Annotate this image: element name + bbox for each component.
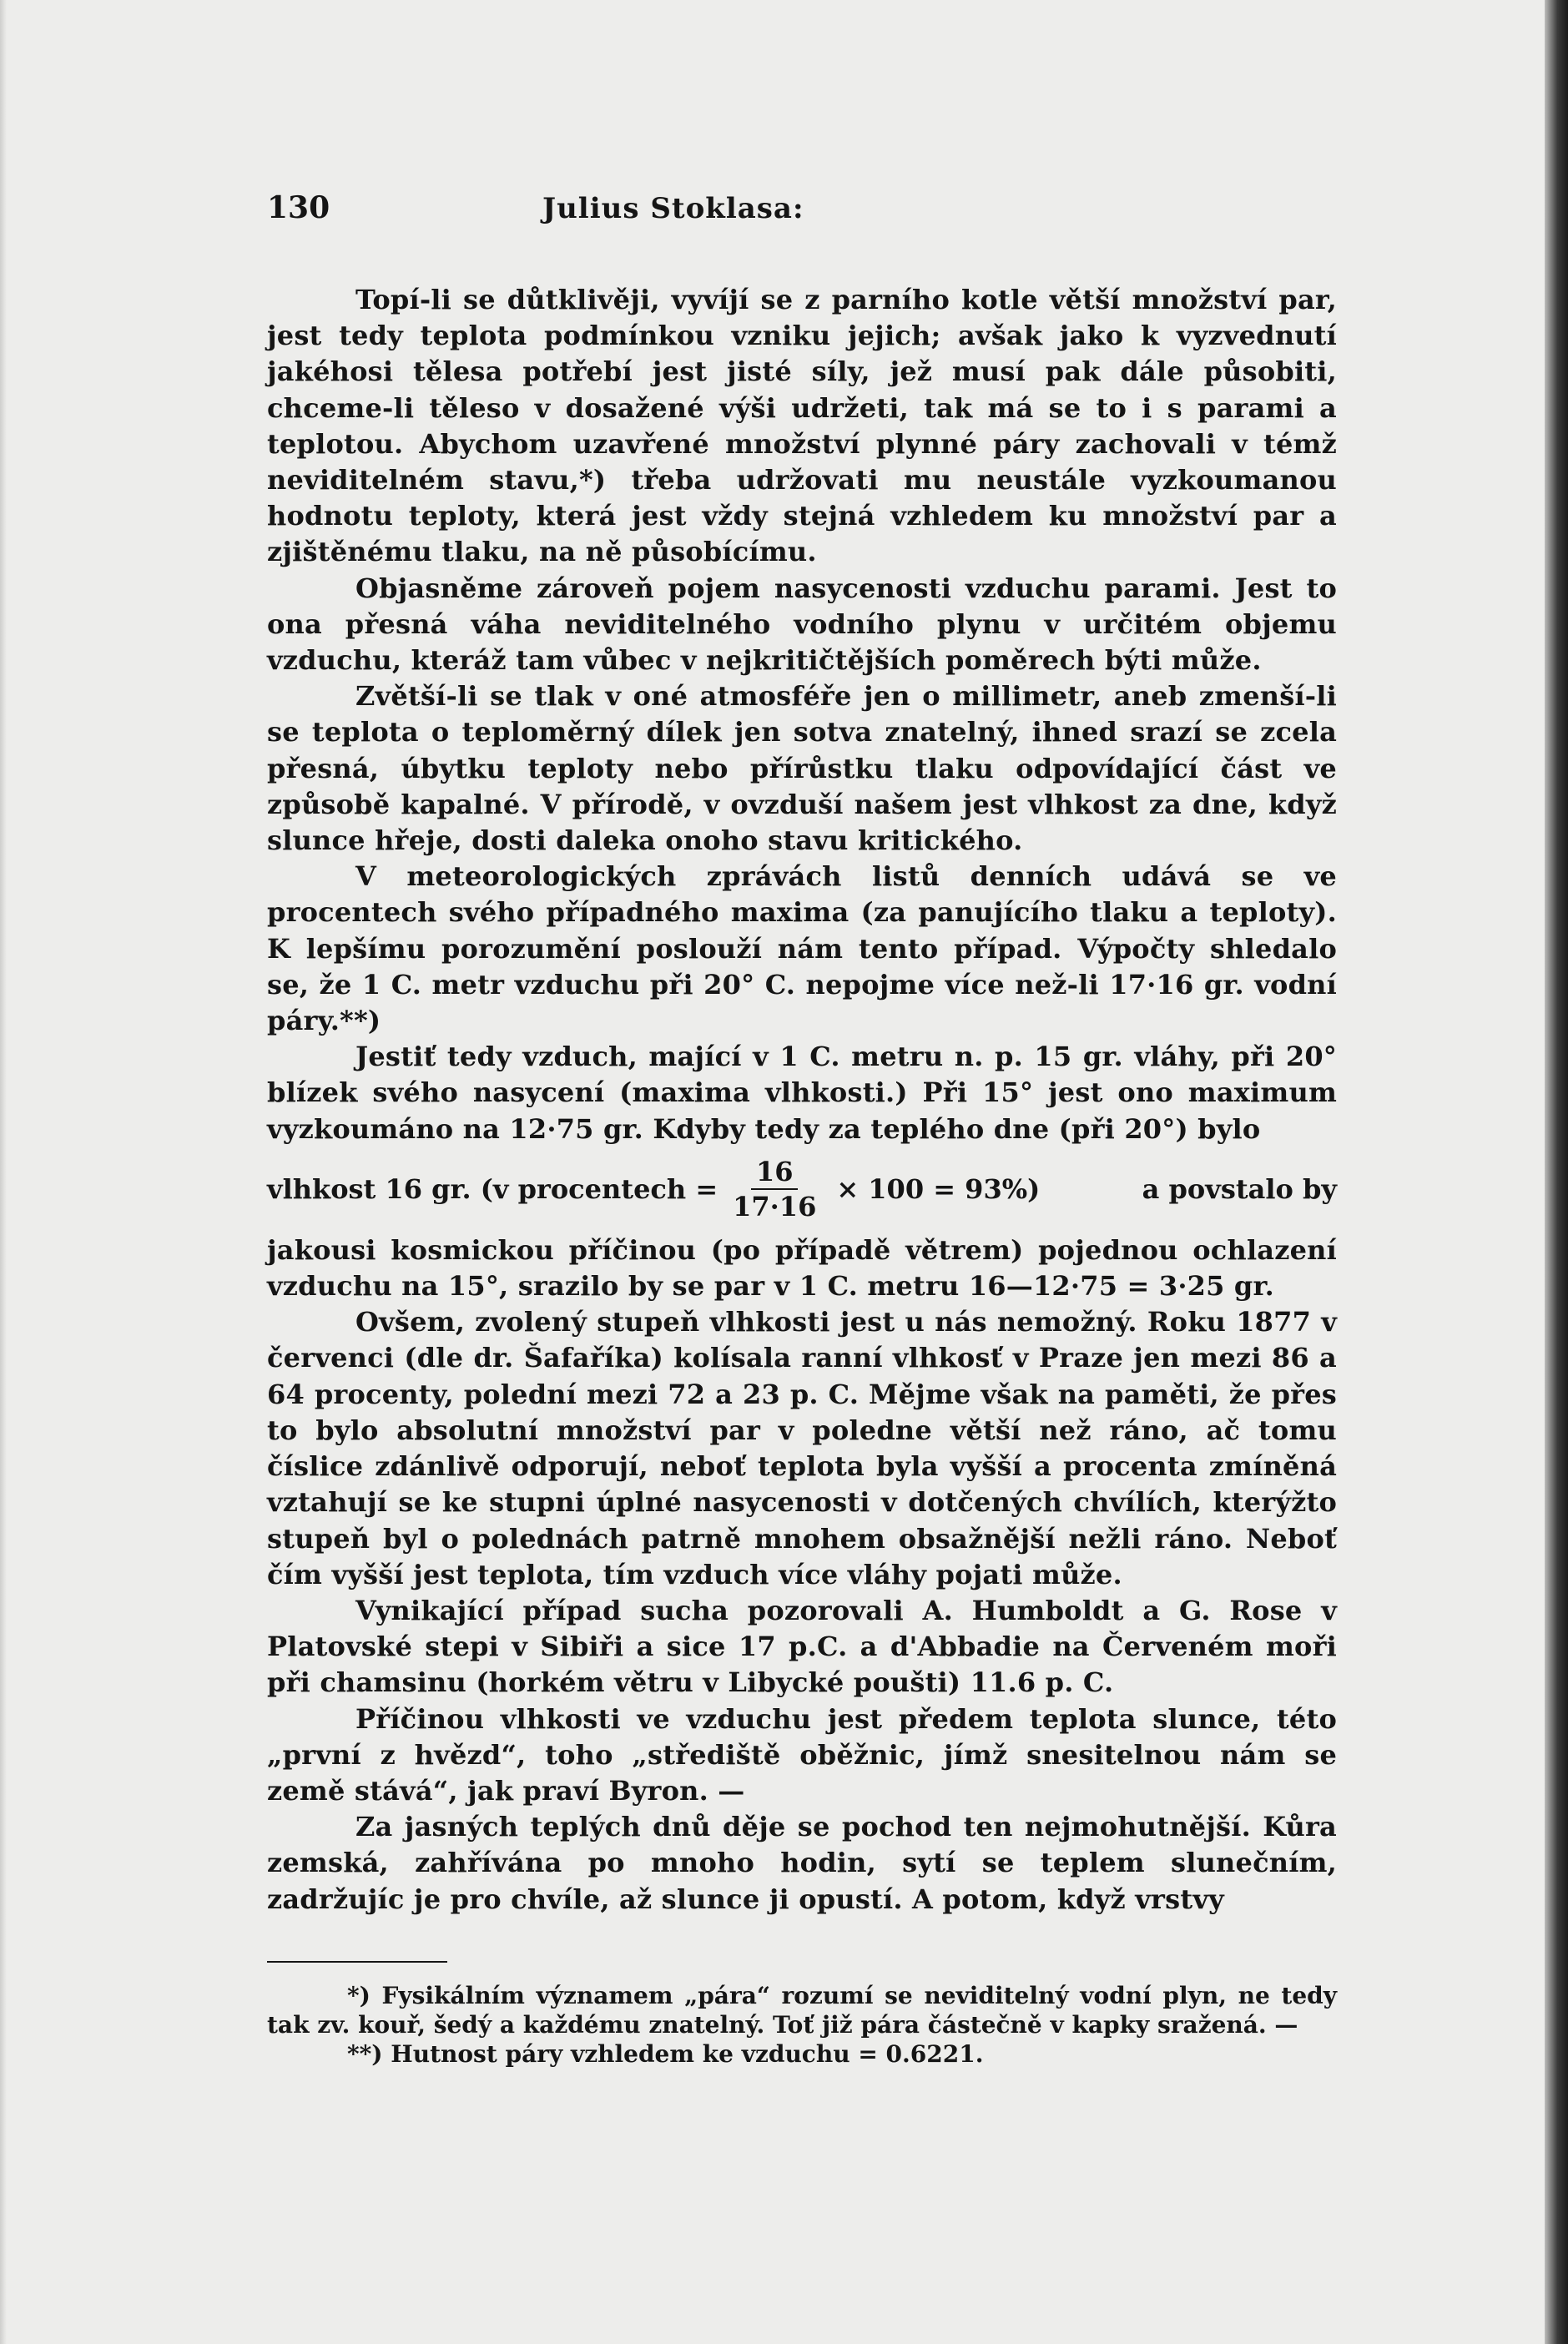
paragraph: V meteorologických zprávách listů denních udává se ve procentech svého případného maxima (za panujícího tlaku a teploty). K lepšímu porozumění poslouží nám tento případ. Výpočty shledalo se, že 1 C. metr vzduchu při 20° C. nepojme více než-li 17·16 gr. vodní páry.**)	[267, 860, 1337, 1037]
page-header	[267, 190, 1337, 240]
book-page	[267, 190, 1337, 2069]
fraction	[728, 1155, 821, 1223]
fraction-denominator: 17·16	[733, 1190, 817, 1222]
paragraph: Příčinou vlhkosti ve vzduchu jest předem teplota slunce, této „první z hvězd“, toho „střediště oběžnic, jímž snesitelnou nám se země stává“, jak praví Byron. —	[267, 1702, 1337, 1807]
formula-line	[267, 1151, 1337, 1227]
footnotes	[267, 1981, 1337, 2069]
formula-prefix: vlhkost 16 gr. (v procentech =	[267, 1172, 718, 1205]
formula-suffix	[836, 1173, 1337, 1205]
scan-edge-left	[0, 0, 7, 2344]
paragraph: Topí-li se důtklivěji, vyvíjí se z parního kotle větší množství par, jest tedy teplota podmínkou vzniku jejich; avšak jako k vyzvednutí jakéhosi tělesa potřebí jest jisté síly, jež musí pak dále působiti, chceme-li těleso v dosažené výši udržeti, tak má se to i s parami a teplotou. Abychom uzavřené množství plynné páry zachovali v témž neviditelném stavu,*) třeba udržovati mu neustále vyzkoumanou hodnotu teploty, která jest vždy stejná vzhledem ku množství par a zjištěnému tlaku, na ně působícímu.	[267, 284, 1337, 568]
formula-result: × 100 = 93%)	[836, 1172, 1041, 1205]
paragraph: Ovšem, zvolený stupeň vlhkosti jest u nás nemožný. Roku 1877 v červenci (dle dr. Šafaříka) kolísala ranní vlhkosť v Praze jen mezi 86 a 64 procenty, polední mezi 72 a 23 p. C. Mějme však na paměti, že přes to bylo absolutní množství par v poledne větší než ráno, ač tomu číslice zdánlivě odporují, neboť teplota byla vyšší a procenta zmíněná vztahují se ke stupni úplné nasycenosti v dotčených chvílích, kterýžto stupeň byl o polednách patrně mnohem obsažnější nežli ráno. Neboť čím vyšší jest teplota, tím vzduch více vláhy pojati může.	[267, 1306, 1337, 1590]
formula-continuation: a povstalo by	[1142, 1172, 1337, 1205]
footnote-divider	[267, 1961, 447, 1963]
paragraph: Zvětší-li se tlak v oné atmosféře jen o millimetr, aneb zmenší-li se teplota o teploměrný dílek jen sotva znatelný, ihned srazí se zcela přesná, úbytku teploty nebo přírůstku tlaku odpovídající část ve způsobě kapalné. V přírodě, v ovzduší našem jest vlhkost za dne, když slunce hřeje, dosti daleka onoho stavu kritického.	[267, 680, 1337, 857]
page-number: 130	[267, 190, 330, 225]
paragraph: Jestiť tedy vzduch, mající v 1 C. metru n. p. 15 gr. vláhy, při 20° blízek svého nasycení (maxima vlhkosti.) Při 15° jest ono maximum vyzkoumáno na 12·75 gr. Kdyby tedy za teplého dne (při 20°) bylo	[267, 1041, 1337, 1145]
footnote: **) Hutnost páry vzhledem ke vzduchu = 0.6221.	[347, 2039, 984, 2068]
paragraph: Objasněme zároveň pojem nasycenosti vzduchu parami. Jest to ona přesná váha neviditelného vodního plynu v určitém objemu vzduchu, kteráž tam vůbec v nejkritičtějších poměrech býti může.	[267, 572, 1337, 677]
paragraph: Vynikající případ sucha pozorovali A. Humboldt a G. Rose v Platovské stepi v Sibiři a sice 17 p.C. a d'Abbadie na Červeném moři při chamsinu (horkém větru v Libycké poušti) 11.6 p. C.	[267, 1594, 1337, 1699]
fraction-numerator: 16	[751, 1155, 799, 1190]
running-head: Julius Stoklasa:	[542, 192, 804, 225]
paragraph: Za jasných teplých dnů děje se pochod ten nejmohutnější. Kůra zemská, zahřívána po mnoho hodin, sytí se teplem slunečním, zadržujíc je pro chvíle, až slunce ji opustí. A potom, když vrstvy	[267, 1811, 1337, 1915]
paragraph-continuation: jakousi kosmickou příčinou (po případě větrem) pojednou ochlazení vzduchu na 15°, srazilo by se par v 1 C. metru 16—12·75 = 3·25 gr.	[267, 1233, 1337, 1303]
footnote: *) Fysikálním významem „pára“ rozumí se neviditelný vodní plyn, ne tedy tak zv. kouř, šedý a každému znatelný. Toť již pára částečně v kapky sražená. —	[267, 1981, 1337, 2039]
scan-edge-right	[1545, 0, 1568, 2344]
body-text	[267, 282, 1337, 1918]
